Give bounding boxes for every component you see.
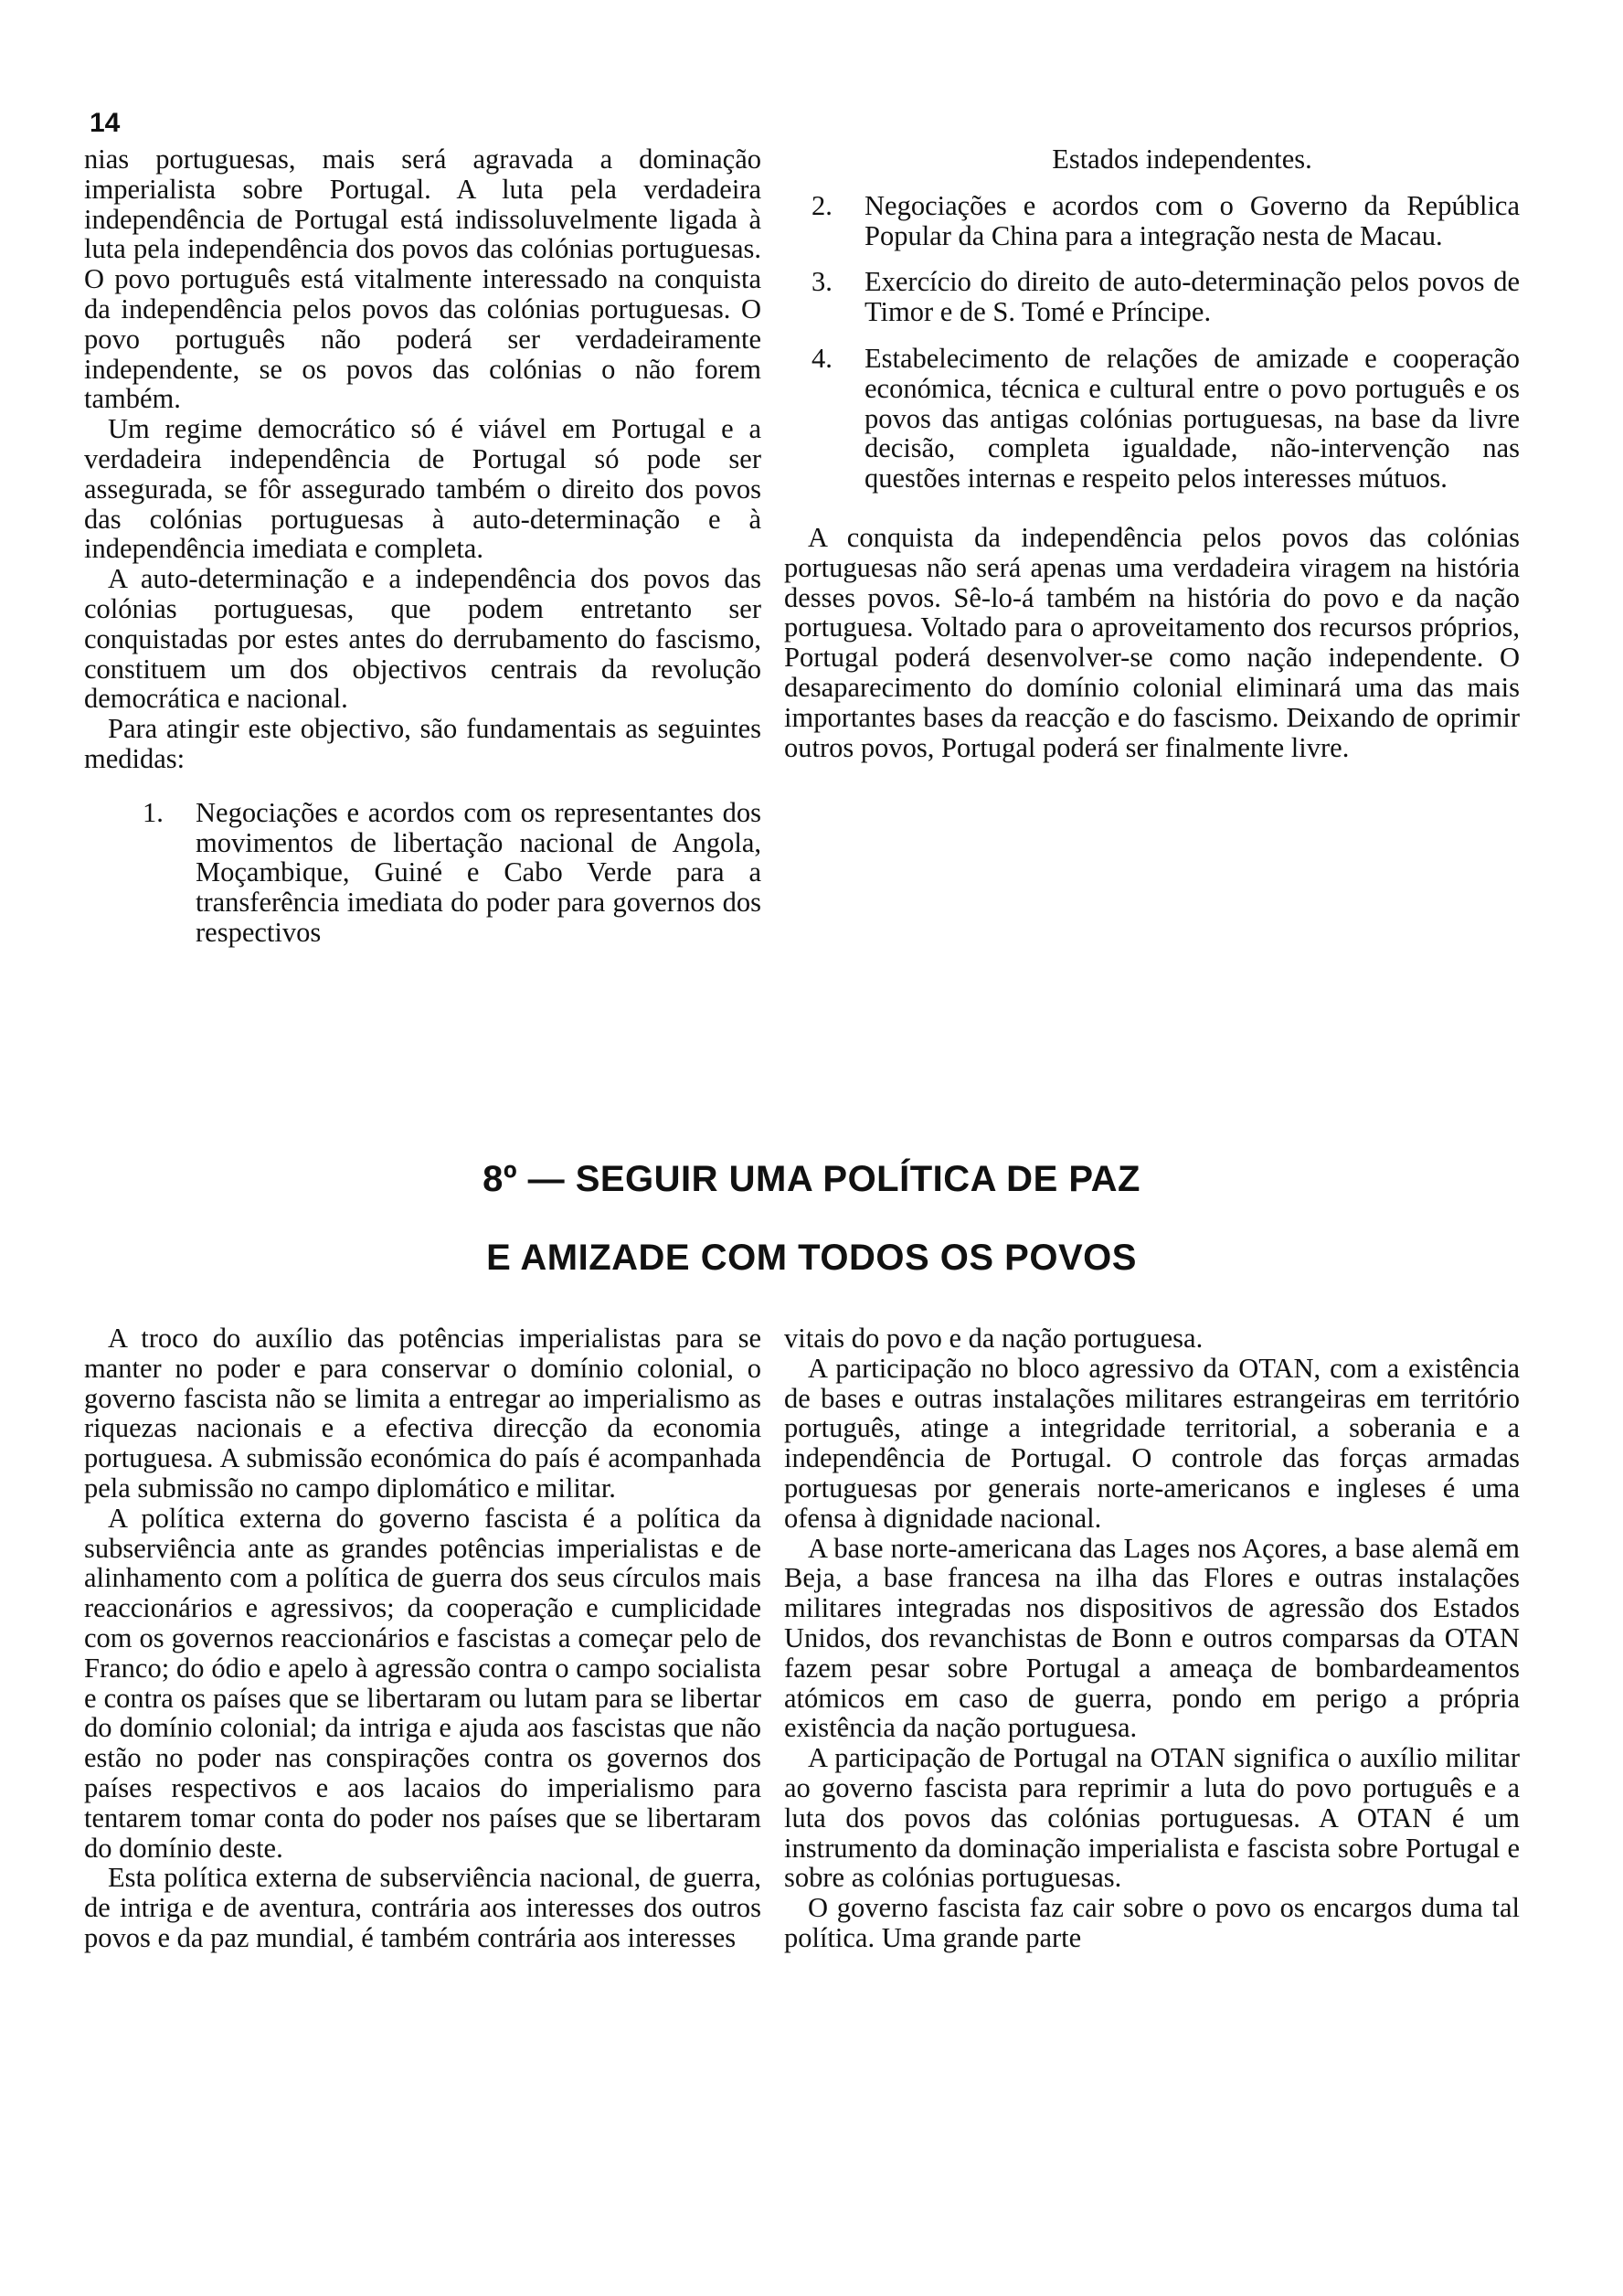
paragraph: A participação de Portugal na OTAN significa o auxílio militar ao governo fascista para reprimir a luta do povo português e a luta dos povos das colónias portuguesas. A OTAN é um instrumento da dominação imperialista e fascista sobre Portugal e sobre as colónias portuguesas. [784, 1742, 1520, 1894]
paragraph: Para atingir este objectivo, são fundamentais as seguintes medidas: [84, 713, 761, 774]
list-text: Negociações e acordos com os representantes dos movimentos de libertação nacional de Angola, Moçambique, Guiné e Cabo Verde para a transferência imediata do poder para governos dos respectivos [196, 796, 761, 948]
paragraph: A política externa do governo fascista é a política da subserviência ante as grandes potências imperialistas e de alinhamento com a política de guerra dos seus círculos mais reaccionários e agressivos; da cooperação e cumplicidade com os governos reaccionários e fascistas a começar pelo de Franco; do ódio e apelo à agressão contra o campo socialista e contra os países que se libertaram ou lutam para se libertar do domínio colonial; da intriga e ajuda aos fascistas que não estão no poder nas conspirações contra os governos dos países respectivos e aos lacaios do imperialismo para tentarem tomar conta do poder nos países que se libertaram do domínio deste. [84, 1502, 761, 1864]
list-item [812, 344, 1520, 494]
list-item [143, 798, 761, 948]
list-text: Estabelecimento de relações de amizade e cooperação económica, técnica e cultural entre o povo português e os povos das antigas colónias portuguesas, na base da livre decisão, completa igualdade, não-intervenção nas questões internas e respeito pelos interesses mútuos. [865, 342, 1520, 494]
list-text: Negociações e acordos com o Governo da República Popular da China para a integração nesta de Macau. [865, 189, 1520, 251]
section-heading-line-1: 8º — SEGUIR UMA POLÍTICA DE PAZ [483, 1159, 1140, 1199]
paragraph: A auto-determinação e a independência dos povos das colónias portuguesas, que podem entretanto ser conquistadas por estes antes do derrubamento do fascismo, constituem um dos objectivos centrais da revolução democrática e nacional. [84, 563, 761, 715]
list-continuation: Estados independentes. [1052, 144, 1312, 175]
paragraph: A base norte-americana das Lages nos Açores, a base alemã em Beja, a base francesa na ilha das Flores e outras instalações militares integradas nos dispositivos de agressão dos Estados Unidos, dos revanchistas de Bonn e outros comparsas da OTAN fazem pesar sobre Portugal a ameaça de bombardeamentos atómicos em caso de guerra, pondo em perigo a própria existência da nação portuguesa. [784, 1532, 1520, 1744]
paragraph: A troco do auxílio das potências imperialistas para se manter no poder e para conservar o domínio colonial, o governo fascista não se limita a entregar ao imperialismo as riquezas nacionais e a efectiva direcção da economia portuguesa. A submissão económica do país é acompanhada pela submissão no campo diplomático e militar. [84, 1323, 761, 1504]
list-number: 1. [143, 796, 164, 828]
list-number: 4. [812, 342, 833, 374]
upper-left-column [84, 144, 761, 948]
list-number: 2. [812, 189, 833, 221]
list-number: 3. [812, 266, 833, 298]
list-item [812, 267, 1520, 327]
list-item [812, 191, 1520, 251]
list-text: Exercício do direito de auto-determinação pelos povos de Timor e de S. Tomé e Príncipe. [865, 266, 1520, 328]
paragraph: A participação no bloco agressivo da OTAN, com a existência de bases e outras instalações militares estrangeiras em território português, atinge a integridade territorial, a soberania e a independência de Portugal. O controle das forças armadas portuguesas por generais norte-americanos e ingleses é uma ofensa à dignidade nacional. [784, 1352, 1520, 1534]
lower-left-column [84, 1323, 761, 1953]
paragraph-continuation: vitais do povo e da nação portuguesa. [784, 1323, 1204, 1354]
upper-right-column [784, 144, 1520, 762]
page-number: 14 [90, 108, 121, 138]
paragraph: Um regime democrático só é viável em Portugal e a verdadeira independência de Portugal só pode ser assegurada, se fôr assegurado também o direito dos povos das colónias portuguesas à auto-determinação e à independência imediata e completa. [84, 413, 761, 565]
paragraph: nias portuguesas, mais será agravada a dominação imperialista sobre Portugal. A luta pela verdadeira independência de Portugal está indissoluvelmente ligada à luta pela independência dos povos das colónias portuguesas. O povo português está vitalmente interessado na conquista da independência pelos povos das colónias portuguesas. O povo português não poderá ser verdadeiramente independente, se os povos das colónias o não forem também. [84, 144, 761, 415]
section-heading-line-2: E AMIZADE COM TODOS OS POVOS [486, 1238, 1137, 1278]
paragraph: A conquista da independência pelos povos das colónias portuguesas não será apenas uma verdadeira viragem na história desses povos. Sê-lo-á também na história do povo e da nação portuguesa. Voltado para o aproveitamento dos recursos próprios, Portugal poderá desenvolver-se como nação independente. O desaparecimento do domínio colonial eliminará uma das mais importantes bases da reacção e do fascismo. Deixando de oprimir outros povos, Portugal poderá ser finalmente livre. [784, 521, 1520, 763]
paragraph: O governo fascista faz cair sobre o povo os encargos duma tal política. Uma grande parte [784, 1892, 1520, 1953]
lower-right-column [784, 1323, 1520, 1953]
paragraph: Esta política externa de subserviência nacional, de guerra, de intriga e de aventura, contrária aos interesses dos outros povos e da paz mundial, é também contrária aos interesses [84, 1862, 761, 1953]
